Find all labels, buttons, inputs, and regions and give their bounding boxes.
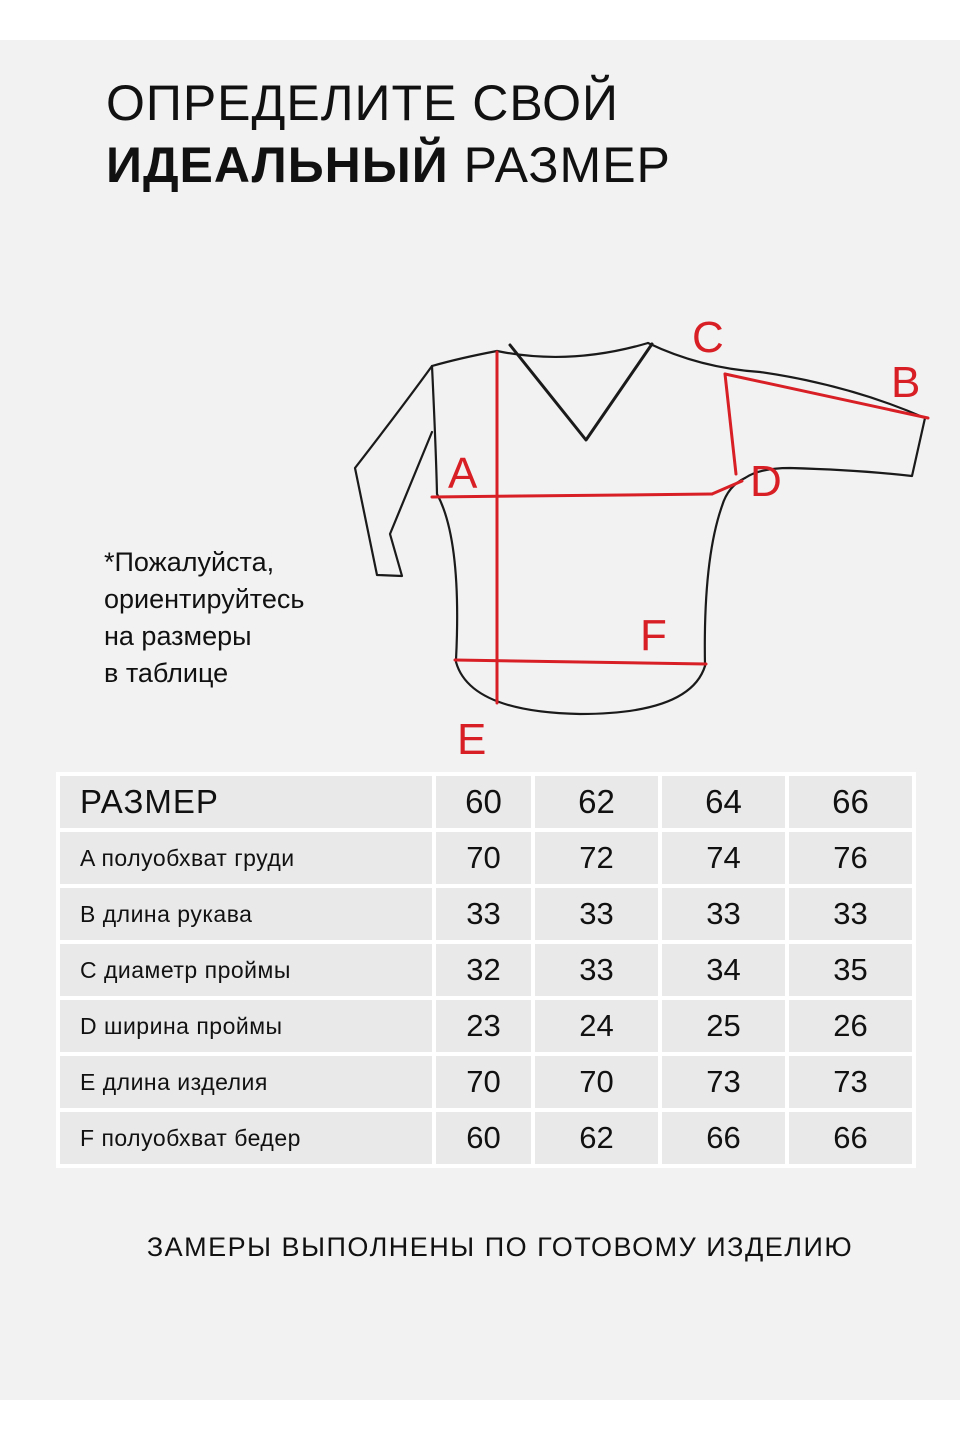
measure-c-line [725, 374, 736, 474]
table-cell: 72 [535, 832, 658, 884]
table-cell: 33 [436, 888, 531, 940]
table-cell: 66 [789, 1112, 912, 1164]
table-cell: 34 [662, 944, 785, 996]
table-cell: 33 [535, 888, 658, 940]
table-cell: 70 [436, 832, 531, 884]
row-label: D ширина проймы [60, 1000, 432, 1052]
footer-note: ЗАМЕРЫ ВЫПОЛНЕНЫ ПО ГОТОВОМУ ИЗДЕЛИЮ [146, 1232, 854, 1262]
title-bold-word: ИДЕАЛЬНЫЙ [106, 137, 449, 193]
label-f: F [640, 611, 667, 660]
header-size: 60 [436, 776, 531, 828]
table-cell: 33 [535, 944, 658, 996]
table-cell: 33 [789, 888, 912, 940]
note-line: на размеры [104, 621, 252, 651]
table-cell: 60 [436, 1112, 531, 1164]
table-cell: 25 [662, 1000, 785, 1052]
header-label: РАЗМЕР [60, 776, 432, 828]
row-label: B длина рукава [60, 888, 432, 940]
table-cell: 32 [436, 944, 531, 996]
header-size: 66 [789, 776, 912, 828]
label-b: B [891, 358, 921, 407]
table-cell: 26 [789, 1000, 912, 1052]
note-line: ориентируйтесь [104, 584, 305, 614]
header-size: 62 [535, 776, 658, 828]
table-cell: 62 [535, 1112, 658, 1164]
table-cell: 23 [436, 1000, 531, 1052]
table-cell: 33 [662, 888, 785, 940]
row-label: F полуобхват бедер [60, 1112, 432, 1164]
note-line: в таблице [104, 658, 229, 688]
table-cell: 73 [662, 1056, 785, 1108]
table-cell: 73 [789, 1056, 912, 1108]
table-row [60, 1000, 912, 1052]
note-line: *Пожалуйста, [104, 547, 275, 577]
table-row [60, 1056, 912, 1108]
table-cell: 24 [535, 1000, 658, 1052]
title-line-1: ОПРЕДЕЛИТЕ СВОЙ [106, 75, 619, 131]
table-row [60, 832, 912, 884]
table-cell: 70 [535, 1056, 658, 1108]
table-row [60, 944, 912, 996]
table-cell: 66 [662, 1112, 785, 1164]
table-cell: 76 [789, 832, 912, 884]
table-cell: 74 [662, 832, 785, 884]
header-size: 64 [662, 776, 785, 828]
size-table [56, 772, 916, 1168]
table-cell: 35 [789, 944, 912, 996]
measure-d-line [712, 481, 742, 494]
measure-f-line [455, 660, 706, 664]
measurement-lines [432, 352, 928, 703]
measurement-labels [448, 313, 920, 764]
row-label: C диаметр проймы [60, 944, 432, 996]
row-label: A полуобхват груди [60, 832, 432, 884]
label-c: C [692, 313, 724, 362]
row-label: E длина изделия [60, 1056, 432, 1108]
label-a: A [448, 449, 478, 498]
size-note [104, 544, 304, 692]
table-row [60, 1112, 912, 1164]
label-e: E [457, 715, 487, 764]
title-rest-word: РАЗМЕР [463, 137, 671, 193]
table-header-row [60, 776, 912, 828]
table-row [60, 888, 912, 940]
table-cell: 70 [436, 1056, 531, 1108]
label-d: D [750, 457, 782, 506]
